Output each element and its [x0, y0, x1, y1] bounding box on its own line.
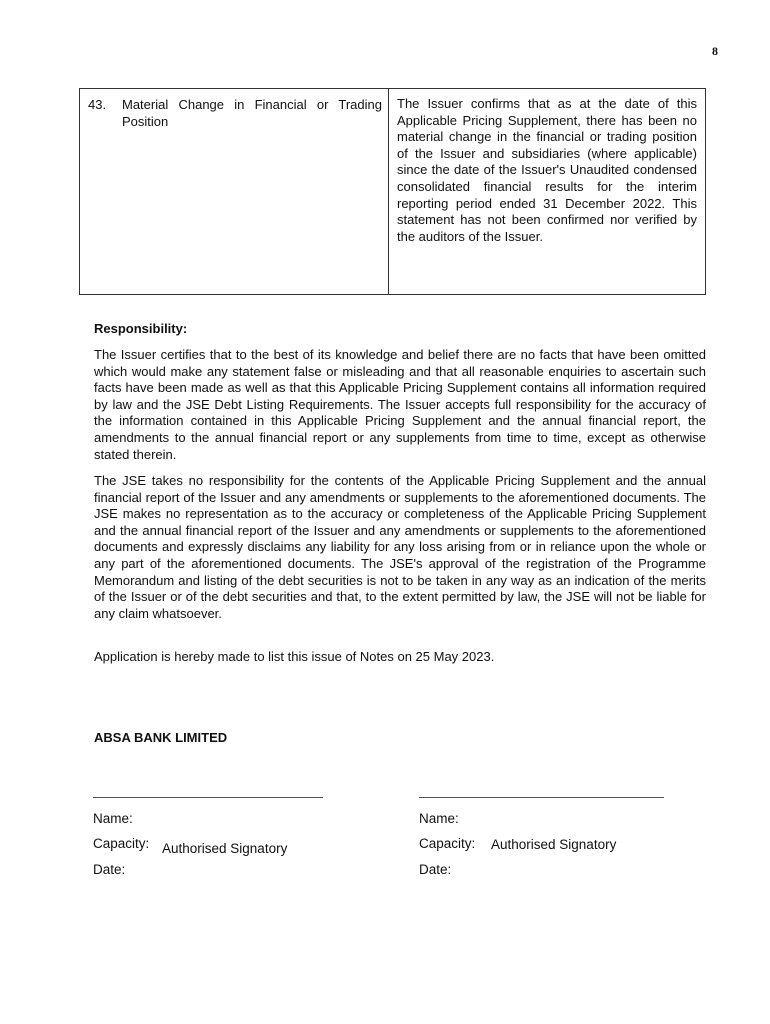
signature-line-left	[93, 797, 323, 798]
capacity-value-right: Authorised Signatory	[491, 837, 617, 852]
clause-title: Material Change in Financial or Trading Position	[122, 97, 382, 129]
clause-number: 43.	[88, 97, 107, 112]
responsibility-heading: Responsibility:	[94, 321, 188, 336]
capacity-value-left: Authorised Signatory	[162, 841, 288, 856]
name-label-right: Name:	[419, 811, 459, 826]
application-statement: Application is hereby made to list this issue of Notes on 25 May 2023.	[94, 649, 495, 664]
capacity-label-right: Capacity:	[419, 836, 476, 851]
clause-table	[79, 88, 706, 295]
clause-text: The Issuer confirms that as at the date of this Applicable Pricing Supplement, there has been no material change in the financial or trading position of the Issuer and subsidiaries (where applicable) since the date of the Issuer's Unaudited condensed consolidated financial results for the interim reporting period ended 31 December 2022. This statement has not been confirmed nor verified by the auditors of the Issuer.	[397, 96, 697, 244]
company-name: ABSA BANK LIMITED	[94, 730, 228, 745]
name-label-left: Name:	[93, 811, 133, 826]
date-label-left: Date:	[93, 862, 126, 877]
page-number: 8	[712, 44, 718, 58]
clause-label-cell	[80, 89, 389, 294]
responsibility-paragraph-2: The JSE takes no responsibility for the contents of the Applicable Pricing Supplement and the annual financial report of the Issuer and any amendments or supplements to the aforementioned documents. The JSE makes no representation as to the accuracy or completeness of the Applicable Pricing Supplement and the annual financial report of the Issuer and any amendments or supplements to the aforementioned documents and expressly disclaims any liability for any loss arising from or in reliance upon the whole or any part of the aforementioned documents. The JSE's approval of the registration of the Programme Memorandum and listing of the debt securities is not to be taken in any way as an indication of the merits of the Issuer or of the debt securities and that, to the extent permitted by law, the JSE will not be liable for any claim whatsoever.	[94, 473, 706, 621]
signature-line-right	[419, 797, 664, 798]
capacity-label-left: Capacity:	[93, 836, 150, 851]
date-label-right: Date:	[419, 862, 452, 877]
responsibility-paragraph-1: The Issuer certifies that to the best of its knowledge and belief there are no facts that have been omitted which would make any statement false or misleading and that all reasonable enquiries to ascertain such facts have been made as well as that this Applicable Pricing Supplement contains all information required by law and the JSE Debt Listing Requirements. The Issuer accepts full responsibility for the accuracy of the information contained in this Applicable Pricing Supplement and the annual financial report, the amendments to the annual financial report or any supplements from time to time, except as otherwise stated therein.	[94, 347, 706, 462]
